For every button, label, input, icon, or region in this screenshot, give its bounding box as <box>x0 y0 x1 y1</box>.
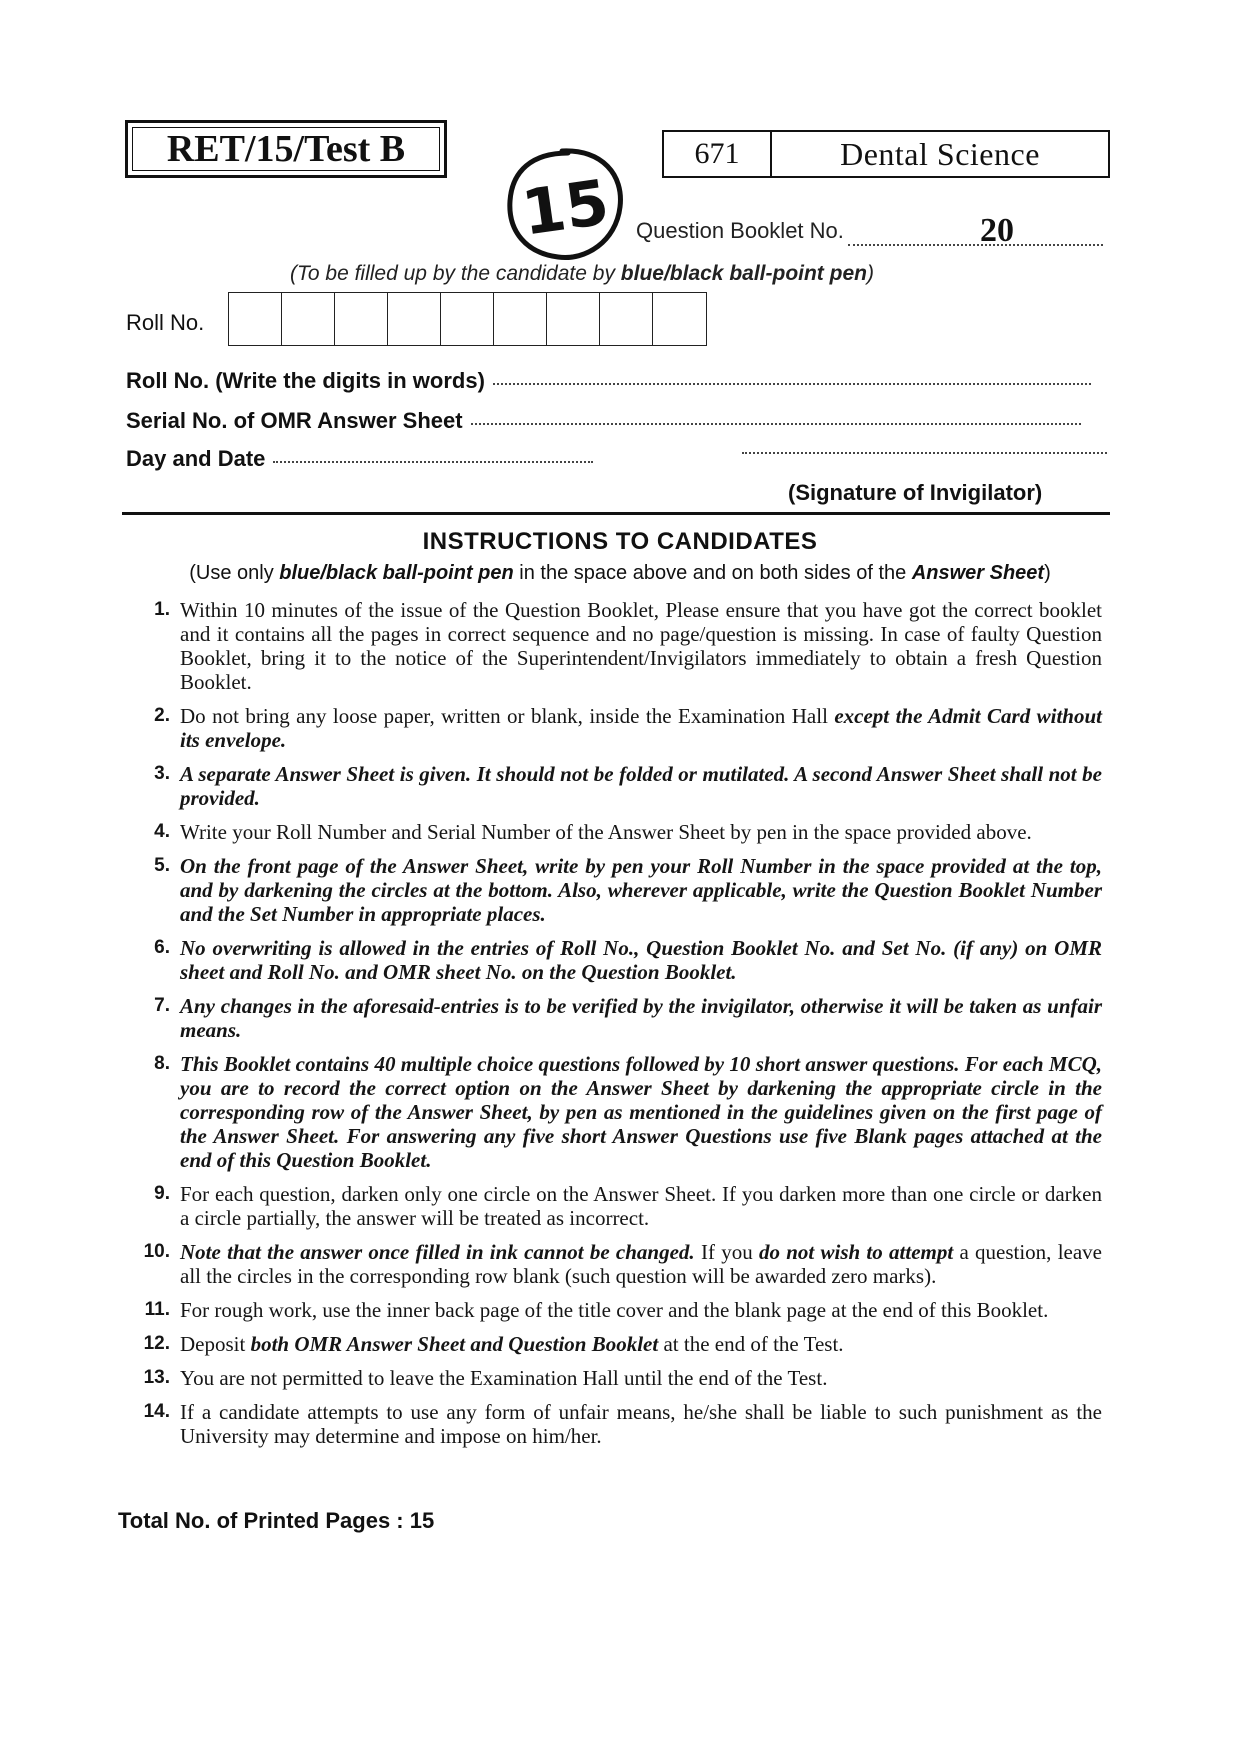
instruction-text <box>180 1332 1102 1356</box>
subtitle-prefix: (Use only <box>189 562 280 584</box>
instruction-segment: Within 10 minutes of the issue of the Question Booklet, Please ensure that you have got the correct booklet and it contains all the pages in correct sequence and no page/question is missing. In case of faulty Question Booklet, bring it to the notice of the Superintendent/Invigilators immediately to obtain a fresh Question Booklet. <box>180 598 1102 694</box>
roll-no-label: Roll No. <box>126 310 205 335</box>
instruction-item <box>132 1240 1102 1288</box>
instruction-emphasis: except the Admit Card without its envelope. <box>180 704 1102 752</box>
instruction-segment: You are not permitted to leave the Examination Hall until the end of the Test. <box>180 1366 828 1390</box>
instruction-text <box>180 1298 1102 1322</box>
fill-note-pen: blue/black ball-point pen <box>620 262 867 285</box>
roll-digit-box[interactable] <box>229 293 282 345</box>
instruction-number: 5. <box>154 855 170 876</box>
fill-note-prefix: (To be filled up by the candidate by <box>290 262 621 285</box>
instruction-number: 9. <box>154 1183 170 1204</box>
instruction-segment: a question, leave all the circles in the corresponding row blank (such question will be awarded zero marks). <box>180 1240 1102 1288</box>
instruction-number: 1. <box>154 599 170 620</box>
instruction-number: 12. <box>143 1333 170 1354</box>
instruction-emphasis: do not wish to attempt <box>758 1240 954 1264</box>
instruction-number: 6. <box>154 937 170 958</box>
roll-words-field[interactable] <box>493 383 1091 385</box>
instruction-item <box>132 1052 1102 1172</box>
fill-note <box>290 262 874 286</box>
signature-label: (Signature of Invigilator) <box>788 480 1043 505</box>
instruction-segment: If you <box>694 1240 759 1264</box>
booklet-no-label: Question Booklet No. <box>636 218 844 243</box>
instruction-text <box>180 1052 1102 1172</box>
instruction-segment: Write your Roll Number and Serial Number of the Answer Sheet by pen in the space provided above. <box>180 820 1032 844</box>
instruction-emphasis: Any changes in the aforesaid-entries is to be verified by the invigilator, otherwise it will be taken as unfair means. <box>180 994 1102 1042</box>
instruction-item <box>132 1298 1102 1322</box>
instruction-emphasis: On the front page of the Answer Sheet, write by pen your Roll Number in the space provided at the top, and by darkening the circles at the bottom. Also, wherever applicable, write the Question Booklet Number and the Set Number in appropriate places. <box>180 854 1102 926</box>
instruction-item <box>132 704 1102 752</box>
handwritten-circled-number <box>502 145 628 265</box>
instruction-text <box>180 854 1102 926</box>
instruction-text <box>180 1366 1102 1390</box>
day-date-label: Day and Date <box>126 446 266 471</box>
omr-serial-label: Serial No. of OMR Answer Sheet <box>126 408 463 433</box>
instruction-item <box>132 1332 1102 1356</box>
instruction-segment: For rough work, use the inner back page of the title cover and the blank page at the end of this Booklet. <box>180 1298 1049 1322</box>
day-date-row <box>126 446 593 472</box>
instruction-text <box>180 994 1102 1042</box>
handwritten-number-text: 15 <box>517 165 614 250</box>
instruction-item <box>132 854 1102 926</box>
instruction-item <box>132 994 1102 1042</box>
instruction-number: 3. <box>154 763 170 784</box>
instruction-item <box>132 598 1102 694</box>
instruction-segment: Do not bring any loose paper, written or blank, inside the Examination Hall <box>180 704 835 728</box>
instruction-number: 8. <box>154 1053 170 1074</box>
subtitle-pen: blue/black ball-point pen <box>279 562 514 584</box>
roll-digit-box[interactable] <box>441 293 494 345</box>
divider <box>122 512 1110 515</box>
roll-words-row <box>126 368 1091 394</box>
instruction-number: 4. <box>154 821 170 842</box>
total-pages: Total No. of Printed Pages : 15 <box>118 1508 435 1533</box>
test-code-box <box>125 120 447 178</box>
instruction-list <box>132 598 1102 1458</box>
roll-digit-box[interactable] <box>282 293 335 345</box>
instruction-number: 7. <box>154 995 170 1016</box>
instruction-text <box>180 1182 1102 1230</box>
roll-digit-box[interactable] <box>388 293 441 345</box>
subject-code: 671 <box>664 132 772 176</box>
subtitle-sheet: Answer Sheet <box>911 562 1045 584</box>
roll-digit-box[interactable] <box>335 293 388 345</box>
instruction-number: 14. <box>143 1401 170 1422</box>
instruction-text <box>180 1400 1102 1448</box>
instruction-item <box>132 820 1102 844</box>
roll-words-label: Roll No. (Write the digits in words) <box>126 368 485 393</box>
instruction-emphasis: A separate Answer Sheet is given. It should not be folded or mutilated. A second Answer Sheet shall not be provided. <box>180 762 1102 810</box>
instruction-emphasis: both OMR Answer Sheet and Question Booklet <box>250 1332 659 1356</box>
subtitle-suffix: ) <box>1044 562 1051 584</box>
subtitle-middle: in the space above and on both sides of the <box>513 562 912 584</box>
instruction-text <box>180 762 1102 810</box>
instruction-emphasis: Note that the answer once filled in ink cannot be changed. <box>180 1240 695 1264</box>
omr-serial-row <box>126 408 1081 434</box>
instructions-subtitle <box>0 562 1240 585</box>
instruction-item <box>132 1366 1102 1390</box>
booklet-no-field[interactable] <box>848 218 1103 246</box>
instruction-item <box>132 1182 1102 1230</box>
instructions-title: INSTRUCTIONS TO CANDIDATES <box>422 528 818 555</box>
instruction-item <box>132 762 1102 810</box>
instruction-emphasis: This Booklet contains 40 multiple choice questions followed by 10 short answer questions. For each MCQ, you are to record the correct option on the Answer Sheet by darkening the appropriate circle in the corresponding row of the Answer Sheet, by pen as mentioned in the guidelines given on the first page of the Answer Sheet. For answering any five short Answer Questions use five Blank pages attached at the end of this Question Booklet. <box>180 1052 1102 1172</box>
booklet-no-value: 20 <box>980 212 1014 249</box>
instruction-segment: If a candidate attempts to use any form of unfair means, he/she shall be liable to such punishment as the University may determine and impose on him/her. <box>180 1400 1102 1448</box>
instruction-number: 11. <box>144 1299 170 1320</box>
subject-name: Dental Science <box>840 136 1040 172</box>
signature-field[interactable] <box>742 452 1107 454</box>
fill-note-suffix: ) <box>866 262 874 285</box>
instruction-segment: For each question, darken only one circle on the Answer Sheet. If you darken more than one circle or darken a circle partially, the answer will be treated as incorrect. <box>180 1182 1102 1230</box>
roll-digit-box[interactable] <box>494 293 547 345</box>
instruction-text <box>180 598 1102 694</box>
instruction-item <box>132 1400 1102 1448</box>
instruction-text <box>180 936 1102 984</box>
instruction-text <box>180 704 1102 752</box>
subject-box <box>662 130 1110 178</box>
instruction-text <box>180 820 1102 844</box>
roll-digit-box[interactable] <box>653 293 706 345</box>
instruction-segment: at the end of the Test. <box>658 1332 844 1356</box>
instruction-number: 13. <box>143 1367 170 1388</box>
day-date-field[interactable] <box>273 461 593 463</box>
roll-digit-box[interactable] <box>600 293 653 345</box>
roll-no-boxes[interactable] <box>228 292 707 346</box>
instruction-item <box>132 936 1102 984</box>
instruction-segment: Deposit <box>180 1332 251 1356</box>
instruction-text <box>180 1240 1102 1288</box>
omr-serial-field[interactable] <box>471 423 1081 425</box>
test-code: RET/15/Test B <box>166 128 406 170</box>
instruction-emphasis: No overwriting is allowed in the entries of Roll No., Question Booklet No. and Set No. (if any) on OMR sheet and Roll No. and OMR sheet No. on the Question Booklet. <box>180 936 1102 984</box>
roll-digit-box[interactable] <box>547 293 600 345</box>
instruction-number: 2. <box>154 705 170 726</box>
instruction-number: 10. <box>143 1241 170 1262</box>
